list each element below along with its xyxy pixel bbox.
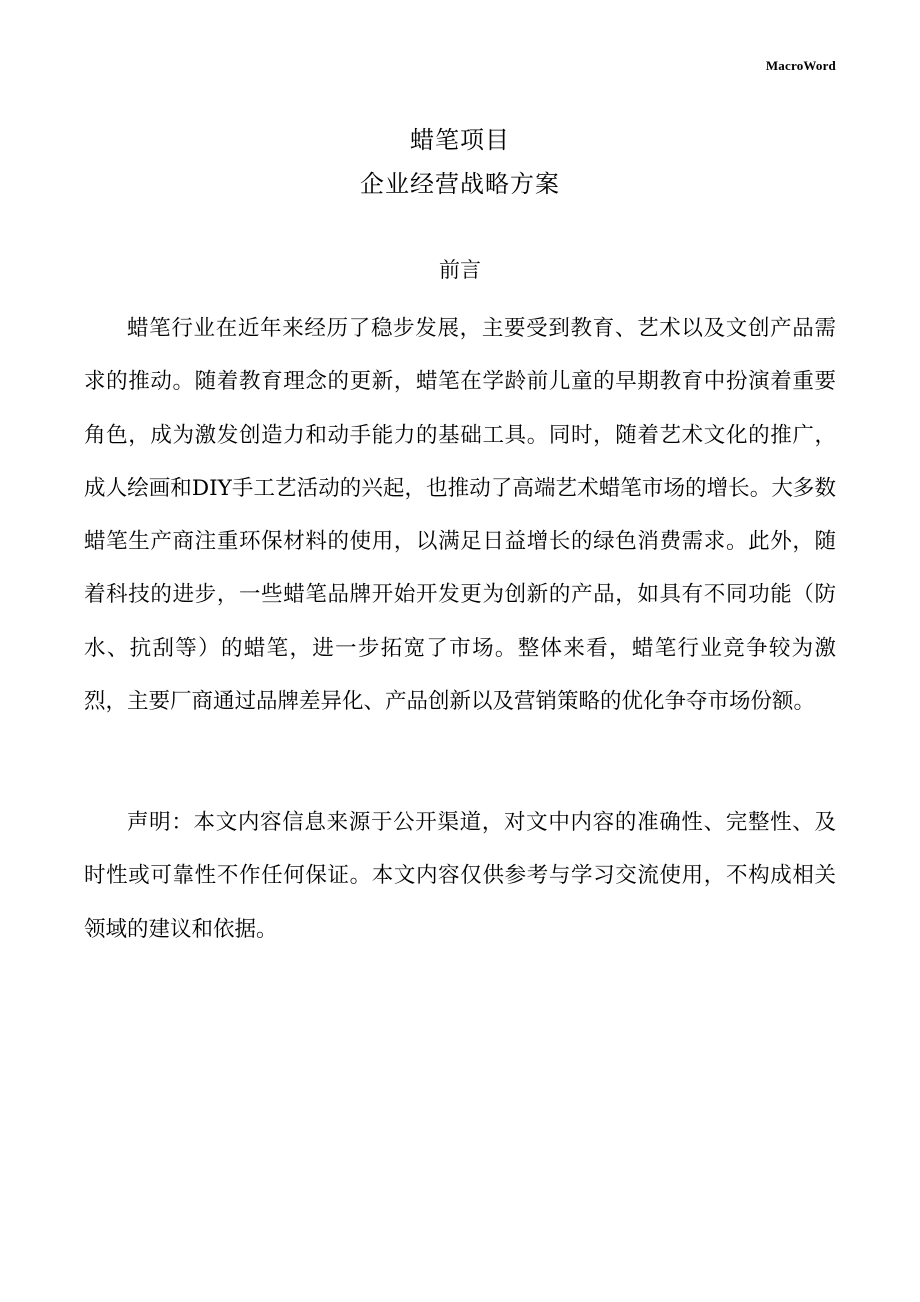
- title-line-1: 蜡笔项目: [410, 126, 510, 154]
- header-brand: MacroWord: [765, 58, 836, 73]
- preface-paragraph: 蜡笔行业在近年来经历了稳步发展，主要受到教育、艺术以及文创产品需求的推动。随着教育理念的更新，蜡笔在学龄前儿童的早期教育中扮演着重要角色，成为激发创造力和动手能力的基础工具。同时，随着艺术文化的推广，成人绘画和DIY手工艺活动的兴起，也推动了高端艺术蜡笔市场的增长。大多数蜡笔生产商注重环保材料的使用，以满足日益增长的绿色消费需求。此外，随着科技的进步，一些蜡笔品牌开始开发更为创新的产品，如具有不同功能（防水、抗刮等）的蜡笔，进一步拓宽了市场。整体来看，蜡笔行业竞争较为激烈，主要厂商通过品牌差异化、产品创新以及营销策略的优化争夺市场份额。: [84, 316, 836, 715]
- preface-heading: 前言: [439, 258, 481, 282]
- title-line-2: 企业经营战略方案: [360, 170, 560, 198]
- disclaimer-paragraph: 声明：本文内容信息来源于公开渠道，对文中内容的准确性、完整性、及时性或可靠性不作任何保证。本文内容仅供参考与学习交流使用，不构成相关领域的建议和依据。: [84, 810, 836, 942]
- document-title: [0, 118, 920, 206]
